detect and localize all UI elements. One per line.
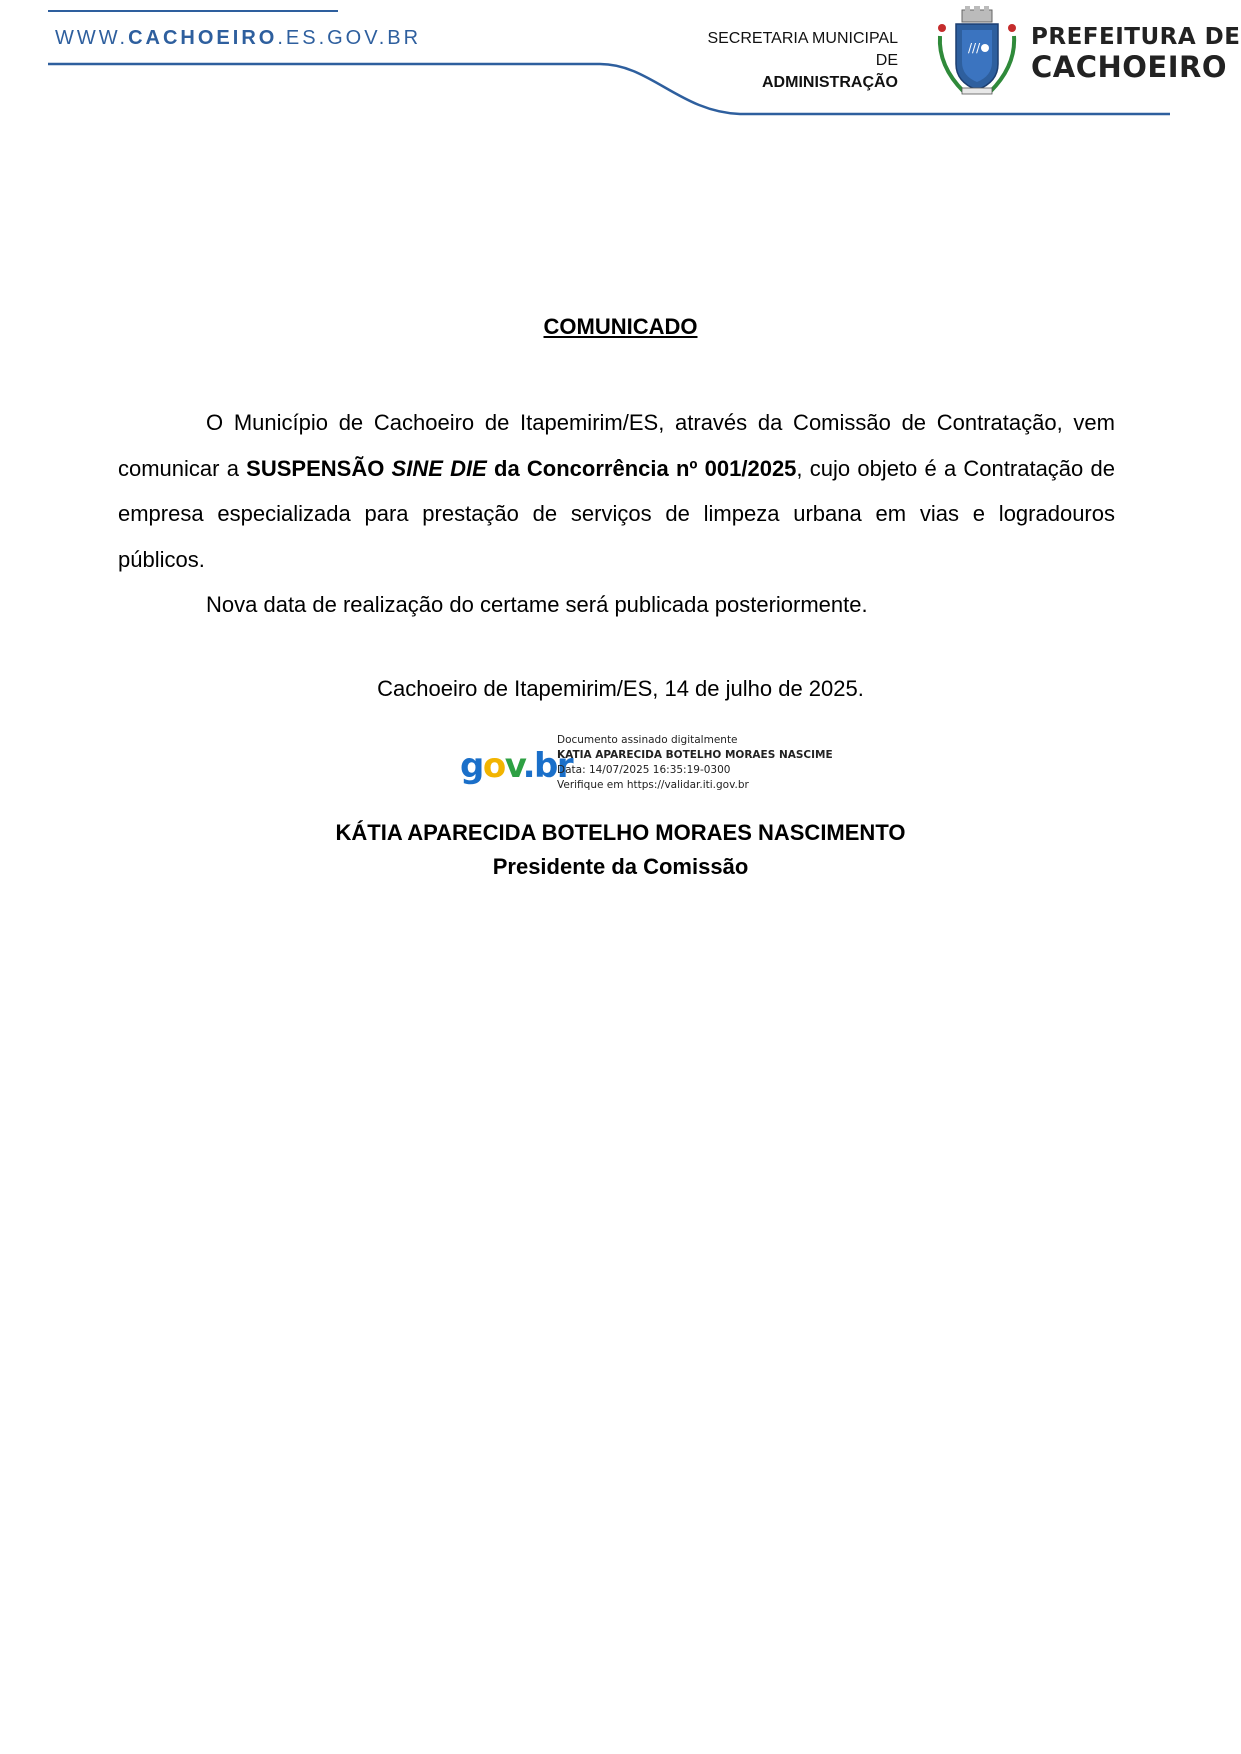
secretaria-label: SECRETARIA MUNICIPAL DE ADMINISTRAÇÃO	[707, 30, 898, 91]
page-header	[0, 0, 1241, 130]
digital-signature-stamp	[460, 728, 833, 798]
signature-details: Documento assinado digitalmente KATIA APARECIDA BOTELHO MORAES NASCIME Data: 14/07/2025 16:35:19-0300 Verifique em https://validar.iti.gov.br	[557, 734, 833, 791]
paragraph-new-date: Nova data de realização do certame será publicada posteriormente.	[206, 592, 868, 617]
document-body	[118, 400, 1115, 628]
coat-of-arms-icon	[934, 6, 1020, 98]
svg-text:///: ///	[968, 41, 981, 55]
prefeitura-logo-text: PREFEITURA DE CACHOEIRO	[1031, 24, 1241, 84]
paragraph-main: O Município de Cachoeiro de Itapemirim/ES, através da Comissão de Contratação, vem comunicar a SUSPENSÃO SINE DIE da Concorrência nº 001/2025, cujo objeto é a Contratação de empresa especializada para prestação de serviços de limpeza urbana em vias e logradouros públicos.	[118, 410, 1115, 572]
city-date: Cachoeiro de Itapemirim/ES, 14 de julho de 2025.	[377, 676, 864, 701]
document-title: COMUNICADO	[543, 314, 698, 339]
signer-name: KÁTIA APARECIDA BOTELHO MORAES NASCIMENTO	[335, 820, 906, 845]
govbr-logo: gov.br	[460, 746, 573, 786]
validation-link[interactable]: Verifique em https://validar.iti.gov.br	[557, 779, 749, 791]
website-url[interactable]: WWW.CACHOEIRO.ES.GOV.BR	[55, 27, 422, 49]
signer-block	[0, 816, 1241, 884]
signer-role: Presidente da Comissão	[492, 854, 749, 879]
